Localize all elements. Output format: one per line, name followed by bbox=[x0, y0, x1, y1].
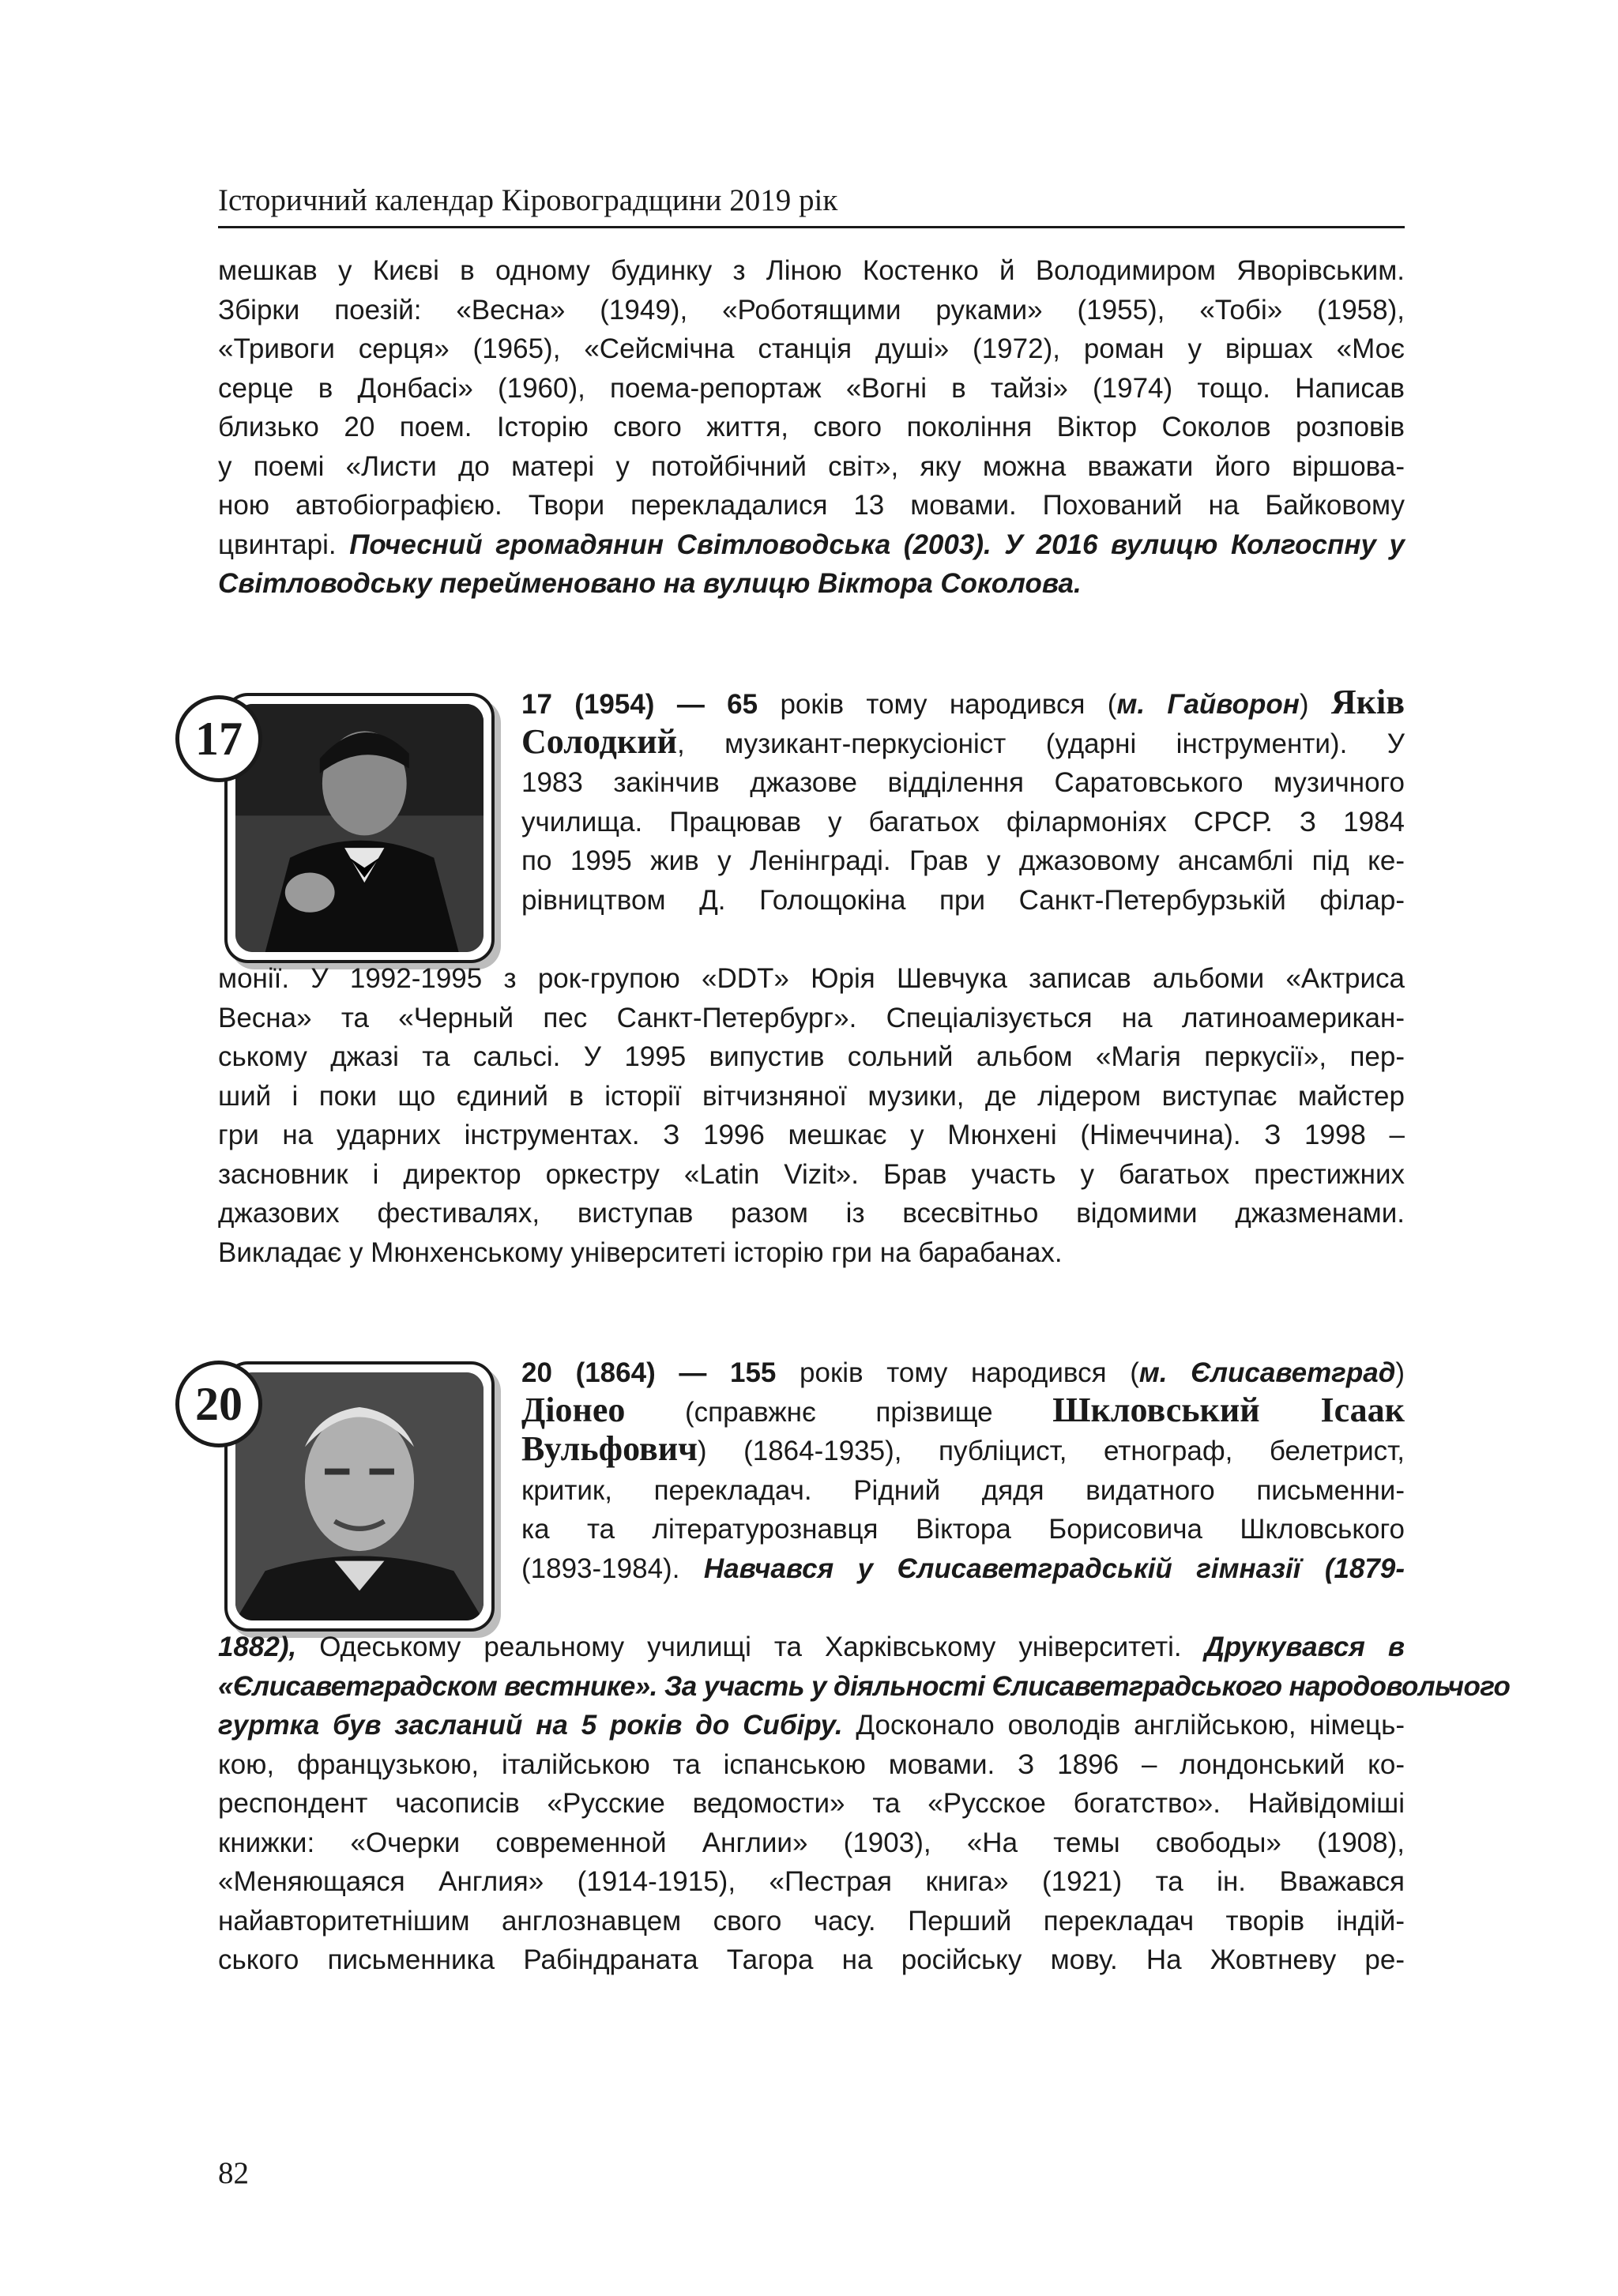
text-line: респондент часописів «Русские ведомости» та «Русское богатство». Найвідоміші bbox=[218, 1788, 1405, 1819]
text-line bbox=[521, 1353, 1405, 1393]
portrait-photo-solodkyi bbox=[224, 693, 495, 963]
portrait-placeholder-icon bbox=[235, 1372, 484, 1620]
entry-date: 20 (1864) — 155 bbox=[521, 1357, 777, 1388]
text-line: по 1995 жив у Ленінграді. Грав у джазовому ансамблі під ке- bbox=[521, 845, 1405, 876]
text-line bbox=[521, 1390, 1405, 1432]
text-line bbox=[521, 685, 1405, 725]
page-number: 82 bbox=[218, 2156, 249, 2190]
text-run: ) bbox=[1395, 1357, 1405, 1388]
text-run: , музикант-перкусіоніст (ударні інструменти). У bbox=[676, 728, 1405, 759]
text-line bbox=[218, 1628, 1405, 1667]
birth-place: м. Гайворон bbox=[1116, 689, 1300, 720]
portrait-image bbox=[235, 704, 484, 952]
text-line: «Меняющаяся Англия» (1914-1915), «Пестрая книга» (1921) та ін. Вважався bbox=[218, 1866, 1405, 1897]
text-run: (1893-1984). bbox=[521, 1553, 704, 1584]
text-line bbox=[521, 1549, 1405, 1589]
highlight-text: Світловодську перейменовано на вулицю Віктора Соколова. bbox=[218, 568, 1082, 599]
running-header bbox=[218, 180, 1405, 228]
text-line: мешкав у Києві в одному будинку з Ліною Костенко й Володимиром Яворівським. bbox=[218, 255, 1405, 286]
highlight-text: 1882), bbox=[218, 1632, 297, 1662]
text-line: у поемі «Листи до матері у потойбічний світ», яку можна вважати його віршова- bbox=[218, 450, 1405, 482]
portrait-placeholder-icon bbox=[235, 704, 484, 952]
text-line: ною автобіографією. Твори перекладалися 13 мовами. Похований на Байковому bbox=[218, 490, 1405, 521]
highlight-text: гуртка був засланий на 5 років до Сибіру. bbox=[218, 1710, 843, 1741]
text-run: Одеському реальному училищі та Харківському університеті. bbox=[296, 1632, 1205, 1662]
text-line: Збірки поезій: «Весна» (1949), «Роботящими руками» (1955), «Тобі» (1958), bbox=[218, 294, 1405, 326]
entry20-full-text bbox=[218, 1628, 1511, 1980]
text-run: ) bbox=[1299, 689, 1331, 720]
text-line: ського письменника Рабіндраната Тагора на російську мову. На Жовтневу ре- bbox=[218, 1944, 1405, 1975]
text-line bbox=[218, 1667, 1511, 1707]
text-line: 1983 закінчив джазове відділення Саратовського музичного bbox=[521, 767, 1405, 798]
text-line: джазових фестивалях, виступав разом із всесвітньо відомими джазменами. bbox=[218, 1198, 1405, 1229]
text-line: рівництвом Д. Голощокіна при Санкт-Петербурзькій філар- bbox=[521, 884, 1405, 916]
date-badge-17: 17 bbox=[175, 695, 262, 782]
text-run: Досконало оволодів англійською, німець- bbox=[842, 1710, 1405, 1741]
person-real-name: Шкловський Ісаак bbox=[1052, 1390, 1405, 1429]
text-run: ) (1864-1935), публіцист, етнограф, белетрист, bbox=[697, 1436, 1405, 1466]
highlight-text: Навчався у Єлисаветградській гімназії (1879- bbox=[703, 1553, 1405, 1584]
person-patronymic: Вульфович bbox=[521, 1429, 698, 1468]
text-run: років тому народився ( bbox=[758, 689, 1117, 720]
portrait-photo-dioneo bbox=[224, 1361, 495, 1632]
entry17-side-text bbox=[521, 685, 1405, 920]
text-run: цвинтарі. bbox=[218, 529, 350, 560]
text-line: училища. Працював у багатьох філармоніях СРСР. З 1984 bbox=[521, 806, 1405, 837]
text-line bbox=[218, 564, 1405, 604]
text-line bbox=[521, 721, 1405, 764]
text-line bbox=[521, 1429, 1405, 1471]
text-line: ському джазі та сальсі. У 1995 випустив сольний альбом «Магія перкусії», пер- bbox=[218, 1041, 1405, 1072]
text-line: книжки: «Очерки современной Англии» (1903), «На темы свободы» (1908), bbox=[218, 1827, 1405, 1858]
entry17-full-text bbox=[218, 959, 1405, 1272]
text-line bbox=[218, 525, 1405, 565]
highlight-text: Друкувався в bbox=[1204, 1632, 1405, 1662]
person-name: Яків bbox=[1330, 683, 1405, 721]
text-line: критик, перекладач. Рідний дядя видатного письменни- bbox=[521, 1474, 1405, 1506]
highlight-text: Почесний громадянин Світловодська (2003). У 2016 вулицю Колгоспну у bbox=[349, 529, 1405, 560]
date-badge-20: 20 bbox=[175, 1361, 262, 1447]
text-line: кою, французькою, італійською та іспанською мовами. З 1896 – лондонський ко- bbox=[218, 1748, 1405, 1780]
text-line: Весна» та «Черный пес Санкт-Петербург». Спеціалізується на латиноамерикан- bbox=[218, 1002, 1405, 1033]
entry-date: 17 (1954) — 65 bbox=[521, 689, 758, 720]
highlight-text: «Єлисаветградском вестнике». За участь у діяльності Єлисаветградського народовольчого bbox=[218, 1670, 1511, 1702]
text-line bbox=[218, 1706, 1405, 1745]
portrait-image bbox=[235, 1372, 484, 1620]
header-title: Історичний календар Кіровоградщини 2019 рік bbox=[218, 183, 838, 217]
person-pseudonym: Діонео bbox=[521, 1390, 626, 1429]
person-surname: Солодкий bbox=[521, 721, 677, 761]
text-line: ший і поки що єдиний в історії вітчизняної музики, де лідером виступає майстер bbox=[218, 1080, 1405, 1112]
text-line: серце в Донбасі» (1960), поема-репортаж «Вогні в тайзі» (1974) тощо. Написав bbox=[218, 372, 1405, 404]
text-run: (справжнє прізвище bbox=[625, 1396, 1053, 1428]
text-line: найавторитетнішим англознавцем свого часу. Перший перекладач творів індій- bbox=[218, 1905, 1405, 1937]
text-line: ка та літературознавця Віктора Борисовича Шкловського bbox=[521, 1514, 1405, 1545]
birth-place: м. Єлисаветград bbox=[1138, 1357, 1396, 1388]
top-paragraph bbox=[218, 251, 1405, 604]
text-line: близько 20 поем. Історію свого життя, свого покоління Віктор Соколов розповів bbox=[218, 412, 1405, 442]
text-line: монії. У 1992-1995 з рок-групою «DDT» Юрія Шевчука записав альбоми «Актриса bbox=[218, 963, 1405, 994]
text-line: Викладає у Мюнхенському університеті історію гри на барабанах. bbox=[218, 1236, 1063, 1268]
entry20-side-text bbox=[521, 1353, 1405, 1588]
text-run: років тому народився ( bbox=[776, 1357, 1139, 1388]
text-line: засновник і директор оркестру «Latin Vizit». Брав участь у багатьох престижних bbox=[218, 1158, 1405, 1190]
text-line: гри на ударних інструментах. З 1996 мешкає у Мюнхені (Німеччина). З 1998 – bbox=[218, 1120, 1405, 1150]
text-line: «Тривоги серця» (1965), «Сейсмічна станція душі» (1972), роман у віршах «Моє bbox=[218, 333, 1405, 364]
